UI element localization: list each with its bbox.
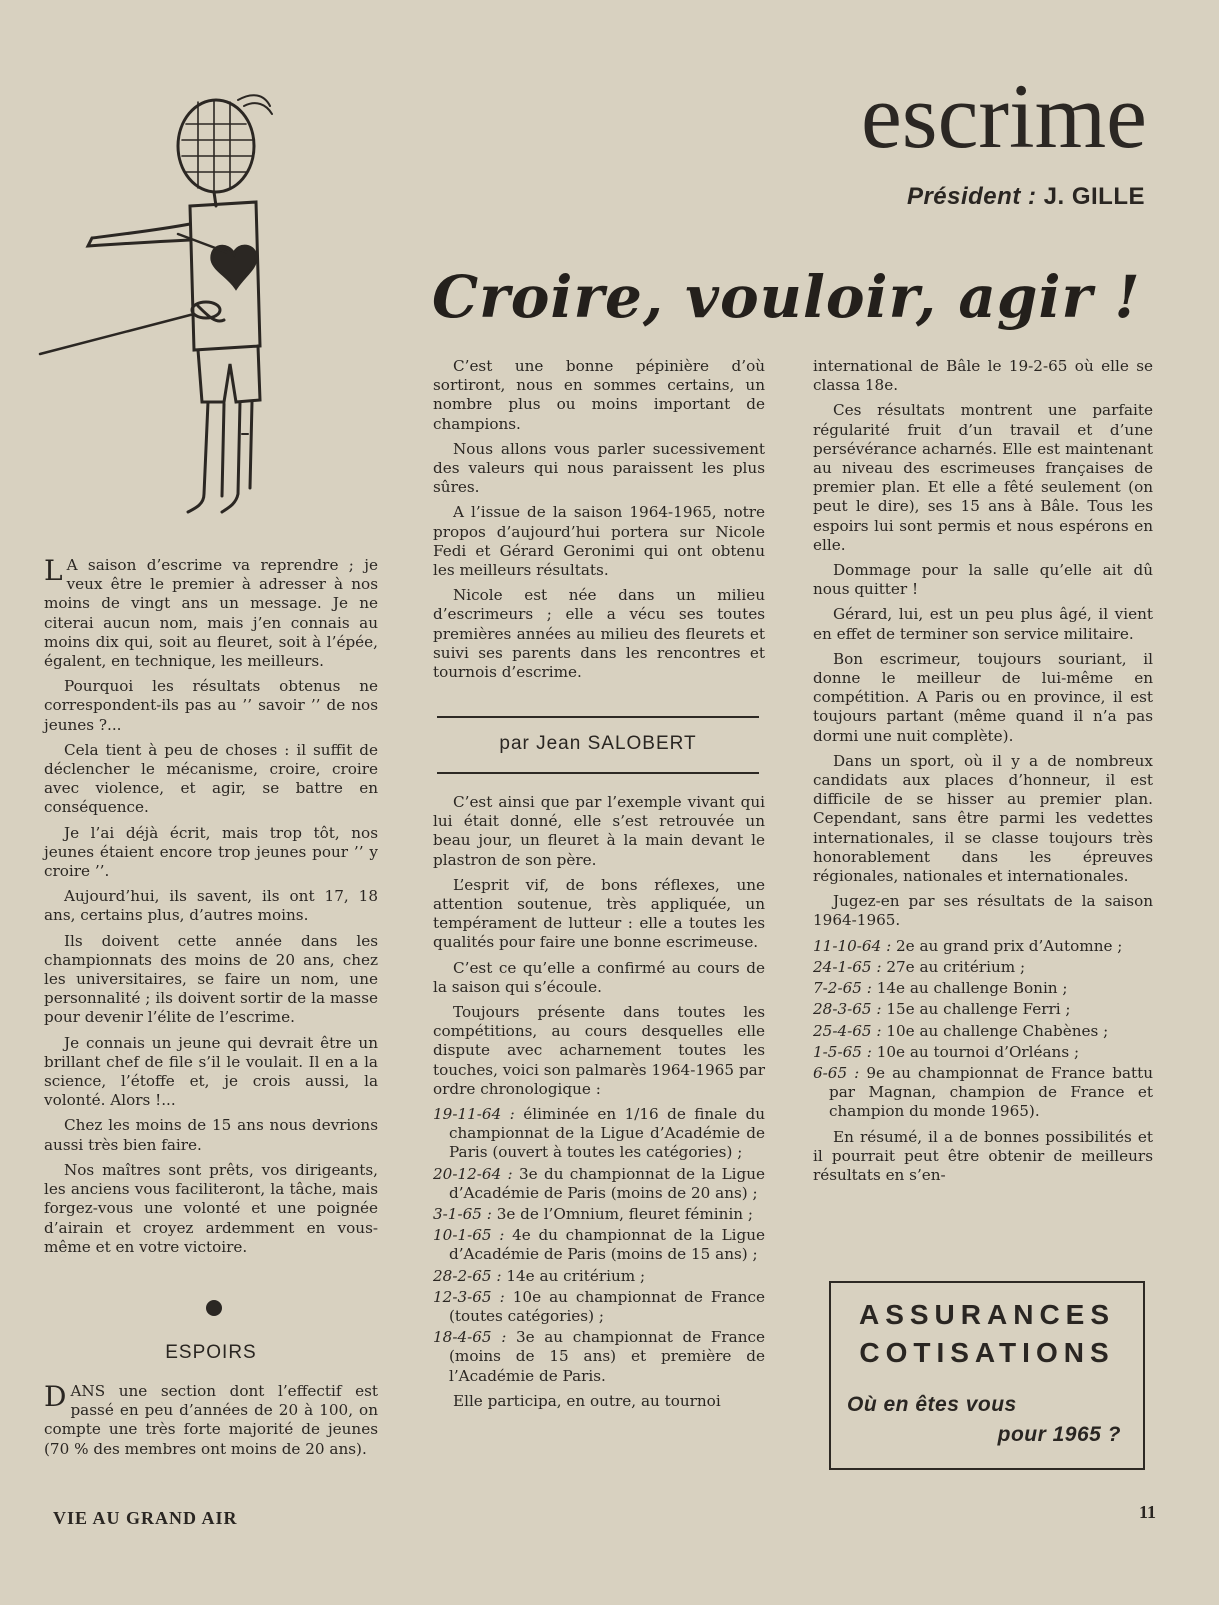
- paragraph: Jugez-en par ses résultats de la saison 1964-1965.: [813, 892, 1153, 930]
- column-2-top: [433, 357, 765, 688]
- box-question-1: Où en êtes vous: [847, 1393, 1017, 1416]
- result-text: 3e de l’Omnium, fleuret féminin ;: [496, 1205, 754, 1224]
- paragraph: Cela tient à peu de choses : il suffit de déclencher le mécanisme, croire, croire avec violence, et agir, se battre en conséquence.: [44, 740, 378, 817]
- result-date: 10-1-65 :: [433, 1226, 505, 1245]
- espoirs-heading: ESPOIRS: [165, 1342, 257, 1363]
- president-line: [907, 183, 1145, 211]
- result-text: 10e au championnat de France (toutes catégories) ;: [449, 1287, 765, 1326]
- list-item: [813, 1043, 1153, 1062]
- result-text: 3e du championnat de la Ligue d’Académie de Paris (moins de 20 ans) ;: [449, 1164, 766, 1202]
- paragraph: En résumé, il a de bonnes possibilités et il pourrait peut être obtenir de meilleurs résultats en s’en-: [813, 1127, 1153, 1184]
- section-bullet: [206, 1300, 222, 1316]
- paragraph: Toujours présente dans toutes les compétitions, au cours desquelles elle dispute avec acharnement toutes les touches, voici son palmarès 1964-1965 par ordre chronologique :: [433, 1003, 765, 1098]
- list-item: [813, 979, 1153, 998]
- result-date: 18-4-65 :: [433, 1328, 507, 1347]
- result-text: 9e au championnat de France battu par Magnan, champion de France et champion du monde 1965).: [829, 1063, 1153, 1121]
- list-item: [433, 1267, 765, 1286]
- paragraph: international de Bâle le 19-2-65 où elle se classa 18e.: [813, 357, 1153, 395]
- paragraph: Nos maîtres sont prêts, vos dirigeants, les anciens vous faciliteront, la tâche, mais forgez-vous une volonté et une poignée d’airain et croyez ardemment en vous-même et en votre victoire.: [44, 1160, 378, 1256]
- paragraph: Dommage pour la salle qu’elle ait dû nous quitter !: [813, 561, 1153, 599]
- paragraph: C’est une bonne pépinière d’où sortiront, nous en sommes certains, un nombre plus ou moins important de champions.: [433, 357, 765, 433]
- paragraph: L’esprit vif, de bons réflexes, une attention soutenue, très appliquée, un tempérament de lutteur : elle a toutes les qualités pour faire une bonne escrimeuse.: [433, 875, 765, 952]
- paragraph: [44, 556, 378, 671]
- paragraph: Gérard, lui, est un peu plus âgé, il vient en effet de terminer son service militaire.: [813, 605, 1153, 643]
- espoirs-column: [44, 1382, 378, 1465]
- result-date: 3-1-65 :: [433, 1205, 492, 1224]
- paragraph: Nous allons vous parler sucessivement des valeurs qui nous paraissent les plus sûres.: [433, 439, 765, 497]
- president-name: J. GILLE: [1043, 183, 1145, 210]
- list-item: [813, 937, 1153, 956]
- paragraph: Nicole est née dans un milieu d’escrimeurs ; elle a vécu ses toutes premières années au milieu des fleurets et suivi ses parents dans les rencontres et tournois d’escrime.: [433, 586, 765, 682]
- box-question-2: pour 1965 ?: [997, 1423, 1121, 1446]
- paragraph: Ces résultats montrent une parfaite régularité fruit d’un travail et d’une persévérance acharnés. Elle est maintenant au niveau des escrimeuses françaises de premier plan. Et elle a fêté seulement (on peut le dire), ses 15 ans à Bâle. Tous les espoirs lui sont permis et nous espérons en elle.: [813, 401, 1153, 554]
- result-date: 28-2-65 :: [433, 1266, 502, 1285]
- page-number: 11: [1138, 1502, 1156, 1522]
- paragraph: C’est ainsi que par l’exemple vivant qui lui était donné, elle s’est retrouvée un beau jour, un fleuret à la main devant le plastron de son père.: [433, 793, 765, 869]
- result-text: éliminée en 1/16 de finale du championnat de la Ligue d’Académie de Paris (ouvert à toutes les catégories) ;: [449, 1105, 766, 1162]
- result-date: 6-65 :: [813, 1063, 860, 1082]
- section-heading: escrime: [860, 65, 1147, 167]
- result-date: 1-5-65 :: [813, 1042, 872, 1061]
- heart-emblem: [212, 246, 256, 288]
- result-text: 14e au critérium ;: [506, 1266, 646, 1285]
- paragraph: Bon escrimeur, toujours souriant, il donne le meilleur de lui-même en compétition. A Paris ou en province, il est toujours partant (même quand il n’a pas dormi une nuit complète).: [813, 649, 1153, 745]
- paragraph: [44, 1382, 378, 1459]
- paragraph-text: ANS une section dont l’effectif est passé en peu d’années de 20 à 100, on compte une très forte majorité de jeunes (70 % des membres ont moins de 20 ans).: [44, 1382, 378, 1458]
- box-line-2: COTISATIONS: [859, 1337, 1115, 1368]
- list-item: [433, 1165, 765, 1203]
- result-date: 24-1-65 :: [813, 957, 882, 976]
- byline: par Jean SALOBERT: [499, 733, 697, 754]
- column-3: [813, 357, 1153, 1191]
- list-item: [433, 1226, 765, 1264]
- list-item: [433, 1105, 765, 1163]
- column-1: [44, 556, 378, 1263]
- drop-cap: D: [44, 1380, 67, 1413]
- result-date: 11-10-64 :: [813, 936, 892, 955]
- drop-cap: L: [44, 554, 63, 587]
- paragraph: Elle participa, en outre, au tournoi: [453, 1391, 721, 1410]
- paragraph: Ils doivent cette année dans les championnats des moins de 20 ans, chez les universitaires, se faire un nom, une personnalité ; ils doivent sortir de la masse pour devenir l’élite de l’escrime.: [44, 931, 378, 1027]
- result-text: 10e au challenge Chabènes ;: [886, 1021, 1109, 1040]
- byline-rule-top: [437, 716, 759, 718]
- result-date: 12-3-65 :: [433, 1287, 505, 1306]
- byline-rule-bottom: [437, 772, 759, 774]
- paragraph: Je l’ai déjà écrit, mais trop tôt, nos jeunes étaient encore trop jeunes pour ’’ y croire ’’.: [44, 823, 378, 881]
- list-item: [433, 1205, 765, 1224]
- fencer-illustration: [38, 84, 308, 524]
- list-item: [813, 1064, 1153, 1122]
- result-text: 14e au challenge Bonin ;: [876, 979, 1068, 998]
- paragraph: A l’issue de la saison 1964-1965, notre propos d’aujourd’hui portera sur Nicole Fedi et Gérard Geronimi qui ont obtenu les meilleurs résultats.: [433, 503, 765, 580]
- result-date: 25-4-65 :: [813, 1021, 882, 1040]
- paragraph: Chez les moins de 15 ans nous devrions aussi très bien faire.: [44, 1116, 378, 1154]
- paragraph: Aujourd’hui, ils savent, ils ont 17, 18 ans, certains plus, d’autres moins.: [44, 887, 378, 925]
- insurance-box: [829, 1281, 1145, 1470]
- paragraph: Je connais un jeune qui devrait être un brillant chef de file s’il le voulait. Il en a la science, l’étoffe et, je crois aussi, la volonté. Alors !...: [44, 1033, 378, 1110]
- result-text: 10e au tournoi d’Orléans ;: [876, 1042, 1080, 1061]
- result-text: 2e au grand prix d’Automne ;: [896, 936, 1123, 955]
- result-text: 27e au critérium ;: [886, 957, 1026, 976]
- paragraph: Pourquoi les résultats obtenus ne correspondent-ils pas au ’’ savoir ’’ de nos jeunes ?...: [44, 677, 378, 734]
- list-item: [433, 1328, 765, 1386]
- list-item: [433, 1288, 765, 1326]
- list-item: [813, 958, 1153, 977]
- result-date: 7-2-65 :: [813, 979, 872, 998]
- paragraph: C’est ce qu’elle a confirmé au cours de la saison qui s’écoule.: [433, 958, 765, 996]
- result-text: 4e du championnat de la Ligue d’Académie de Paris (moins de 15 ans) ;: [449, 1226, 765, 1264]
- results-list: [813, 937, 1153, 1122]
- box-line-1: ASSURANCES: [858, 1299, 1116, 1330]
- result-text: 15e au challenge Ferri ;: [886, 1000, 1071, 1019]
- column-2-bottom: [433, 793, 765, 1417]
- result-text: 3e au championnat de France (moins de 15 ans) et première de l’Académie de Paris.: [449, 1328, 765, 1385]
- list-item: [813, 1000, 1153, 1019]
- article-title: Croire, vouloir, agir !: [432, 263, 1141, 331]
- result-date: 19-11-64 :: [433, 1105, 515, 1124]
- magazine-name: VIE AU GRAND AIR: [53, 1508, 238, 1528]
- result-date: 20-12-64 :: [433, 1164, 513, 1183]
- list-item: [813, 1022, 1153, 1041]
- foil-blade: [40, 314, 194, 354]
- result-date: 28-3-65 :: [813, 1000, 882, 1019]
- paragraph-text: A saison d’escrime va reprendre ; je veux être le premier à adresser à nos moins de vingt ans un message. Je ne citerai aucun nom, mais j’en connais au moins dix qui, soit au fleuret, soit à l’épée, égalent, en technique, les meilleurs.: [44, 556, 378, 671]
- president-label: Président :: [906, 183, 1037, 210]
- paragraph: Dans un sport, où il y a de nombreux candidats aux places d’honneur, il est difficile de se hisser au premier plan. Cependant, sans être parmi les vedettes internationales, il se classe toujours très honorablement dans les épreuves régionales, nationales et internationales.: [813, 751, 1153, 886]
- results-list: [433, 1105, 765, 1386]
- fencing-mask: [178, 100, 254, 192]
